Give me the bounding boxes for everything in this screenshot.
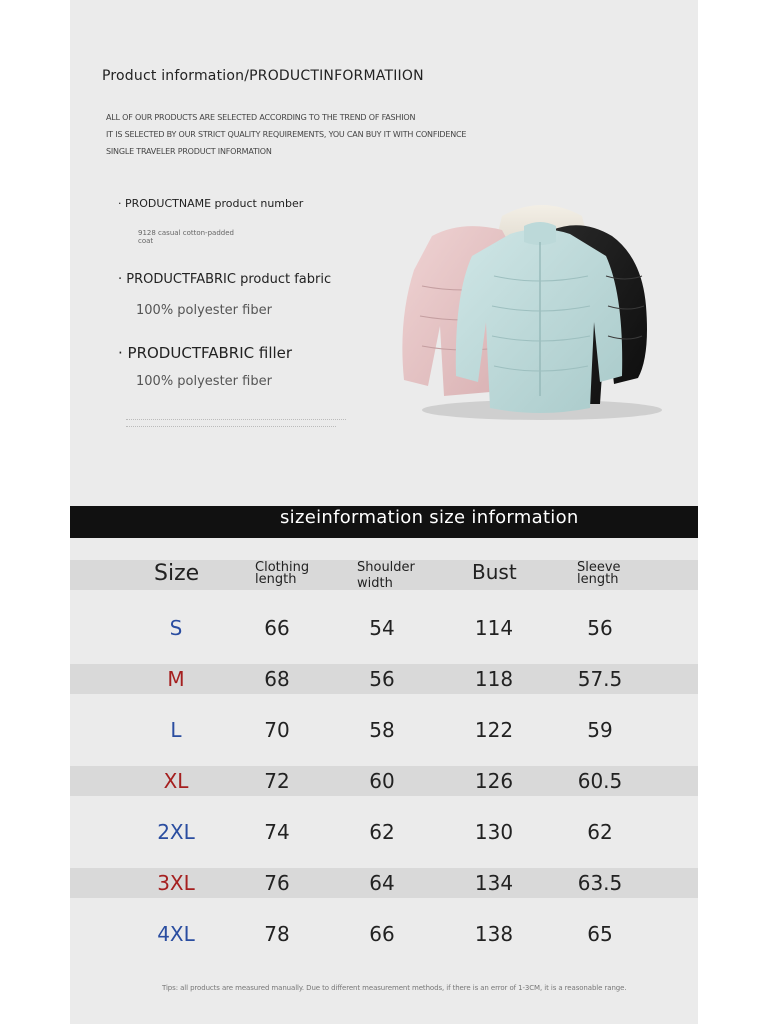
bust-cell: 114 <box>474 616 514 640</box>
sleeve-cell: 60.5 <box>577 769 623 793</box>
size-cell: 4XL <box>157 922 195 946</box>
sleeve-cell: 63.5 <box>577 871 623 895</box>
bust-cell: 126 <box>474 769 514 793</box>
measurement-tips: Tips: all products are measured manually. Due to different measurement methods, if there is an error of 1-3CM, it is a reasonable range. <box>162 984 627 992</box>
shoulder-cell: 58 <box>369 718 395 742</box>
sleeve-cell: 57.5 <box>577 667 623 691</box>
sleeve-cell: 59 <box>587 718 613 742</box>
table-row <box>70 613 698 643</box>
product-fabric-label: · PRODUCTFABRIC product fabric <box>118 272 332 287</box>
sleeve-cell: 62 <box>587 820 613 844</box>
shoulder-cell: 66 <box>369 922 395 946</box>
bust-cell: 122 <box>474 718 514 742</box>
length-cell: 78 <box>264 922 290 946</box>
fine-print-line <box>126 419 346 422</box>
shoulder-cell: 54 <box>369 616 395 640</box>
intro-line-1: ALL OF OUR PRODUCTS ARE SELECTED ACCORDING TO THE TREND OF FASHION <box>106 113 416 122</box>
table-row <box>70 664 698 694</box>
product-name-value: 9128 casual cotton-padded coat <box>138 229 234 245</box>
header-clothing-length: Clothing length <box>255 560 310 587</box>
header-sleeve-length: Sleeve length <box>577 560 621 587</box>
header-bust: Bust <box>472 560 517 584</box>
shoulder-cell: 56 <box>369 667 395 691</box>
intro-line-3: SINGLE TRAVELER PRODUCT INFORMATION <box>106 147 272 156</box>
jacket-product-image <box>392 196 664 426</box>
size-cell: 2XL <box>157 820 195 844</box>
bust-cell: 138 <box>474 922 514 946</box>
sleeve-cell: 65 <box>587 922 613 946</box>
length-cell: 68 <box>264 667 290 691</box>
bust-cell: 134 <box>474 871 514 895</box>
bust-cell: 130 <box>474 820 514 844</box>
length-cell: 74 <box>264 820 290 844</box>
size-info-banner <box>70 506 698 538</box>
product-name-label: · PRODUCTNAME product number <box>118 197 304 210</box>
header-size: Size <box>154 561 200 586</box>
product-detail-panel <box>70 0 698 1024</box>
sleeve-cell: 56 <box>587 616 613 640</box>
fine-print-line <box>126 426 336 429</box>
product-filler-label: · PRODUCTFABRIC filler <box>118 344 293 362</box>
product-fabric-value: 100% polyester fiber <box>136 303 272 318</box>
table-row <box>70 868 698 898</box>
intro-line-2: IT IS SELECTED BY OUR STRICT QUALITY REQUIREMENTS, YOU CAN BUY IT WITH CONFIDENCE <box>106 130 467 139</box>
product-filler-value: 100% polyester fiber <box>136 374 272 389</box>
header-shoulder-width: Shoulder width <box>357 560 415 591</box>
size-table-header <box>70 560 698 590</box>
table-row <box>70 715 698 745</box>
size-cell: M <box>167 667 185 691</box>
bust-cell: 118 <box>474 667 514 691</box>
product-info-title: Product information/PRODUCTINFORMATIION <box>102 68 424 84</box>
shoulder-cell: 62 <box>369 820 395 844</box>
table-row <box>70 919 698 949</box>
size-info-banner-text: sizeinformation size information <box>280 507 579 528</box>
length-cell: 72 <box>264 769 290 793</box>
table-row <box>70 766 698 796</box>
shoulder-cell: 64 <box>369 871 395 895</box>
size-cell: S <box>169 616 183 640</box>
length-cell: 76 <box>264 871 290 895</box>
size-cell: 3XL <box>157 871 195 895</box>
length-cell: 66 <box>264 616 290 640</box>
size-cell: L <box>170 718 182 742</box>
size-cell: XL <box>163 769 189 793</box>
length-cell: 70 <box>264 718 290 742</box>
table-row <box>70 817 698 847</box>
shoulder-cell: 60 <box>369 769 395 793</box>
